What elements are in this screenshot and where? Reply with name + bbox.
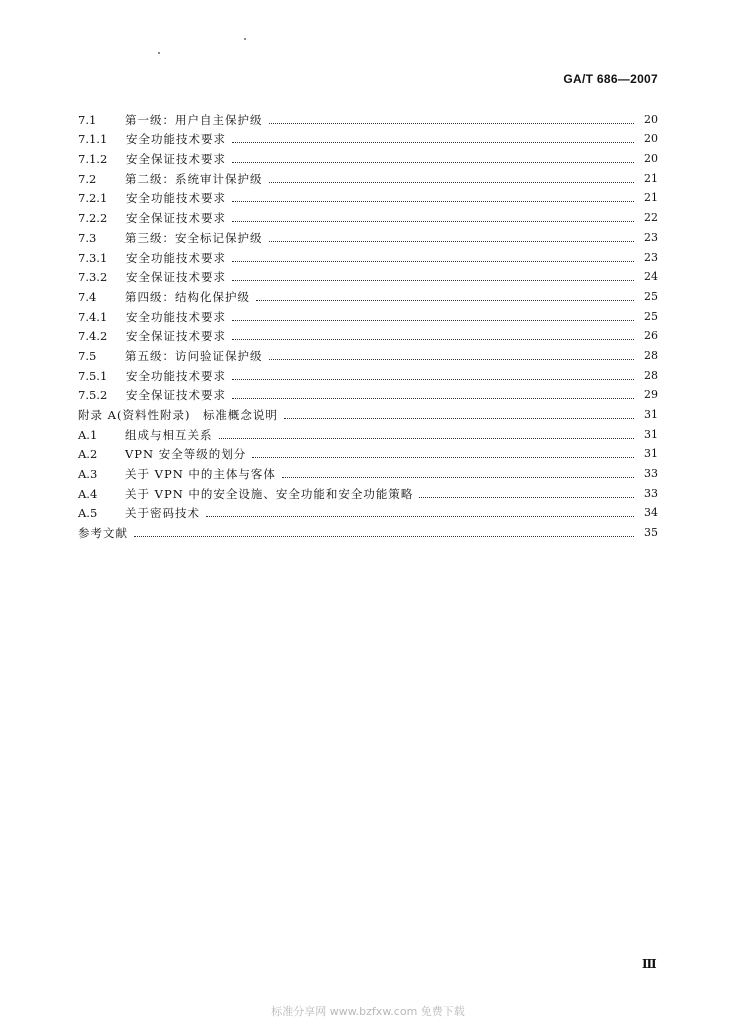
- toc-entry-number: 7.1: [78, 112, 97, 127]
- toc-entry[interactable]: [78, 422, 658, 442]
- toc-entry[interactable]: [78, 304, 658, 324]
- toc-entry-title: 安全保证技术要求: [126, 211, 226, 226]
- toc-entry-title: 第四级：结构化保护级: [125, 289, 250, 304]
- toc-entry-title: 安全功能技术要求: [126, 191, 226, 206]
- toc-entry-title: VPN 安全等级的划分: [125, 447, 247, 462]
- toc-dot-leader: [232, 379, 634, 380]
- toc-dot-leader: [269, 182, 635, 183]
- toc-entry-page: 23: [644, 250, 658, 264]
- toc-entry-title: 安全功能技术要求: [126, 250, 226, 265]
- toc-entry-page: 31: [644, 447, 658, 461]
- toc-entry-page: 35: [644, 526, 658, 540]
- toc-entry-title: 关于 VPN 中的主体与客体: [125, 467, 276, 482]
- toc-dot-leader: [232, 339, 634, 340]
- toc-entry-number: 7.3.2: [78, 270, 108, 285]
- toc-entry[interactable]: [78, 402, 658, 422]
- toc-entry[interactable]: [78, 461, 658, 481]
- toc-dot-leader: [256, 300, 634, 301]
- toc-entry[interactable]: [78, 383, 658, 403]
- table-of-contents: [78, 107, 658, 540]
- toc-entry-number: 7.4.1: [78, 309, 108, 324]
- toc-entry-number: A.4: [78, 486, 98, 501]
- toc-dot-leader: [232, 261, 634, 262]
- toc-dot-leader: [219, 438, 635, 439]
- toc-entry-title: 参考文献: [78, 526, 128, 541]
- toc-dot-leader: [284, 418, 634, 419]
- toc-entry[interactable]: [78, 442, 658, 462]
- toc-entry-title: 安全保证技术要求: [126, 152, 226, 167]
- toc-entry-title: 第五级：访问验证保护级: [125, 348, 263, 363]
- toc-entry-number: 7.2.1: [78, 191, 108, 206]
- toc-entry[interactable]: [78, 363, 658, 383]
- toc-entry-page: 31: [644, 427, 658, 441]
- toc-dot-leader: [206, 516, 634, 517]
- toc-entry-number: 7.4.2: [78, 329, 108, 344]
- toc-entry-page: 21: [644, 171, 658, 185]
- toc-entry-page: 20: [644, 112, 658, 126]
- toc-dot-leader: [232, 162, 634, 163]
- toc-entry[interactable]: [78, 205, 658, 225]
- toc-entry-title: 安全功能技术要求: [126, 132, 226, 147]
- toc-entry-title: 组成与相互关系: [125, 427, 213, 442]
- toc-entry[interactable]: [78, 481, 658, 501]
- document-code: GA/T 686—2007: [563, 72, 658, 86]
- toc-entry-number: 7.3: [78, 230, 97, 245]
- toc-dot-leader: [269, 241, 635, 242]
- toc-entry[interactable]: [78, 225, 658, 245]
- toc-entry-title: 安全保证技术要求: [126, 329, 226, 344]
- toc-dot-leader: [232, 280, 634, 281]
- toc-entry-title: 第二级：系统审计保护级: [125, 171, 263, 186]
- toc-entry[interactable]: [78, 265, 658, 285]
- toc-entry-number: 7.2.2: [78, 211, 108, 226]
- toc-entry[interactable]: [78, 501, 658, 521]
- toc-entry-page: 22: [644, 211, 658, 225]
- toc-entry-page: 34: [644, 506, 658, 520]
- toc-entry-number: 7.1.1: [78, 132, 108, 147]
- toc-entry-page: 28: [644, 348, 658, 362]
- watermark: 标准分享网 www.bzfxw.com 免费下载: [271, 1005, 465, 1018]
- toc-dot-leader: [232, 320, 634, 321]
- toc-entry-title: 安全功能技术要求: [126, 309, 226, 324]
- toc-entry-number: 7.5.2: [78, 388, 108, 403]
- toc-entry[interactable]: [78, 343, 658, 363]
- toc-entry[interactable]: [78, 166, 658, 186]
- toc-entry-page: 26: [644, 329, 658, 343]
- toc-dot-leader: [232, 142, 634, 143]
- toc-dot-leader: [269, 359, 635, 360]
- toc-entry-page: 21: [644, 191, 658, 205]
- toc-entry-title: 附录 A(资料性附录) 标准概念说明: [78, 408, 278, 422]
- toc-entry-page: 28: [644, 368, 658, 382]
- toc-entry-number: 7.4: [78, 289, 97, 304]
- toc-dot-leader: [232, 398, 634, 399]
- toc-entry-number: A.3: [78, 467, 98, 482]
- toc-entry-number: 7.5.1: [78, 368, 108, 383]
- toc-dot-leader: [419, 497, 634, 498]
- scan-speck: [244, 38, 246, 40]
- toc-dot-leader: [232, 201, 634, 202]
- page-number: Ⅲ: [642, 957, 657, 971]
- toc-entry-title: 安全功能技术要求: [126, 368, 226, 383]
- toc-entry-title: 安全保证技术要求: [126, 388, 226, 403]
- toc-dot-leader: [134, 536, 634, 537]
- toc-entry-page: 24: [644, 270, 658, 284]
- toc-entry-title: 关于 VPN 中的安全设施、安全功能和安全功能策略: [125, 486, 414, 501]
- toc-entry-page: 20: [644, 152, 658, 166]
- toc-entry-page: 20: [644, 132, 658, 146]
- toc-entry[interactable]: [78, 520, 658, 540]
- toc-entry-number: A.5: [78, 506, 98, 521]
- scan-speck: [158, 52, 160, 54]
- toc-entry-title: 安全保证技术要求: [126, 270, 226, 285]
- toc-entry-page: 25: [644, 289, 658, 303]
- toc-entry-title: 第三级：安全标记保护级: [125, 230, 263, 245]
- toc-entry[interactable]: [78, 186, 658, 206]
- toc-entry-page: 33: [644, 467, 658, 481]
- toc-dot-leader: [252, 457, 634, 458]
- toc-entry-title: 关于密码技术: [125, 506, 200, 521]
- toc-entry-number: A.1: [78, 427, 98, 442]
- toc-entry[interactable]: [78, 107, 658, 127]
- toc-entry[interactable]: [78, 146, 658, 166]
- toc-entry-page: 31: [644, 408, 658, 421]
- toc-entry-number: 7.3.1: [78, 250, 108, 265]
- toc-dot-leader: [269, 123, 635, 124]
- toc-dot-leader: [232, 221, 634, 222]
- toc-entry-number: 7.1.2: [78, 152, 108, 167]
- toc-dot-leader: [282, 477, 634, 478]
- toc-entry-page: 33: [644, 486, 658, 500]
- toc-entry[interactable]: [78, 127, 658, 147]
- toc-entry-page: 29: [644, 388, 658, 402]
- toc-entry-page: 25: [644, 309, 658, 323]
- toc-entry-number: A.2: [78, 447, 98, 462]
- toc-entry[interactable]: [78, 324, 658, 344]
- toc-entry[interactable]: [78, 245, 658, 265]
- toc-entry-number: 7.5: [78, 348, 97, 363]
- toc-entry[interactable]: [78, 284, 658, 304]
- toc-entry-number: 7.2: [78, 171, 97, 186]
- toc-entry-page: 23: [644, 230, 658, 244]
- toc-entry-title: 第一级：用户自主保护级: [125, 112, 263, 127]
